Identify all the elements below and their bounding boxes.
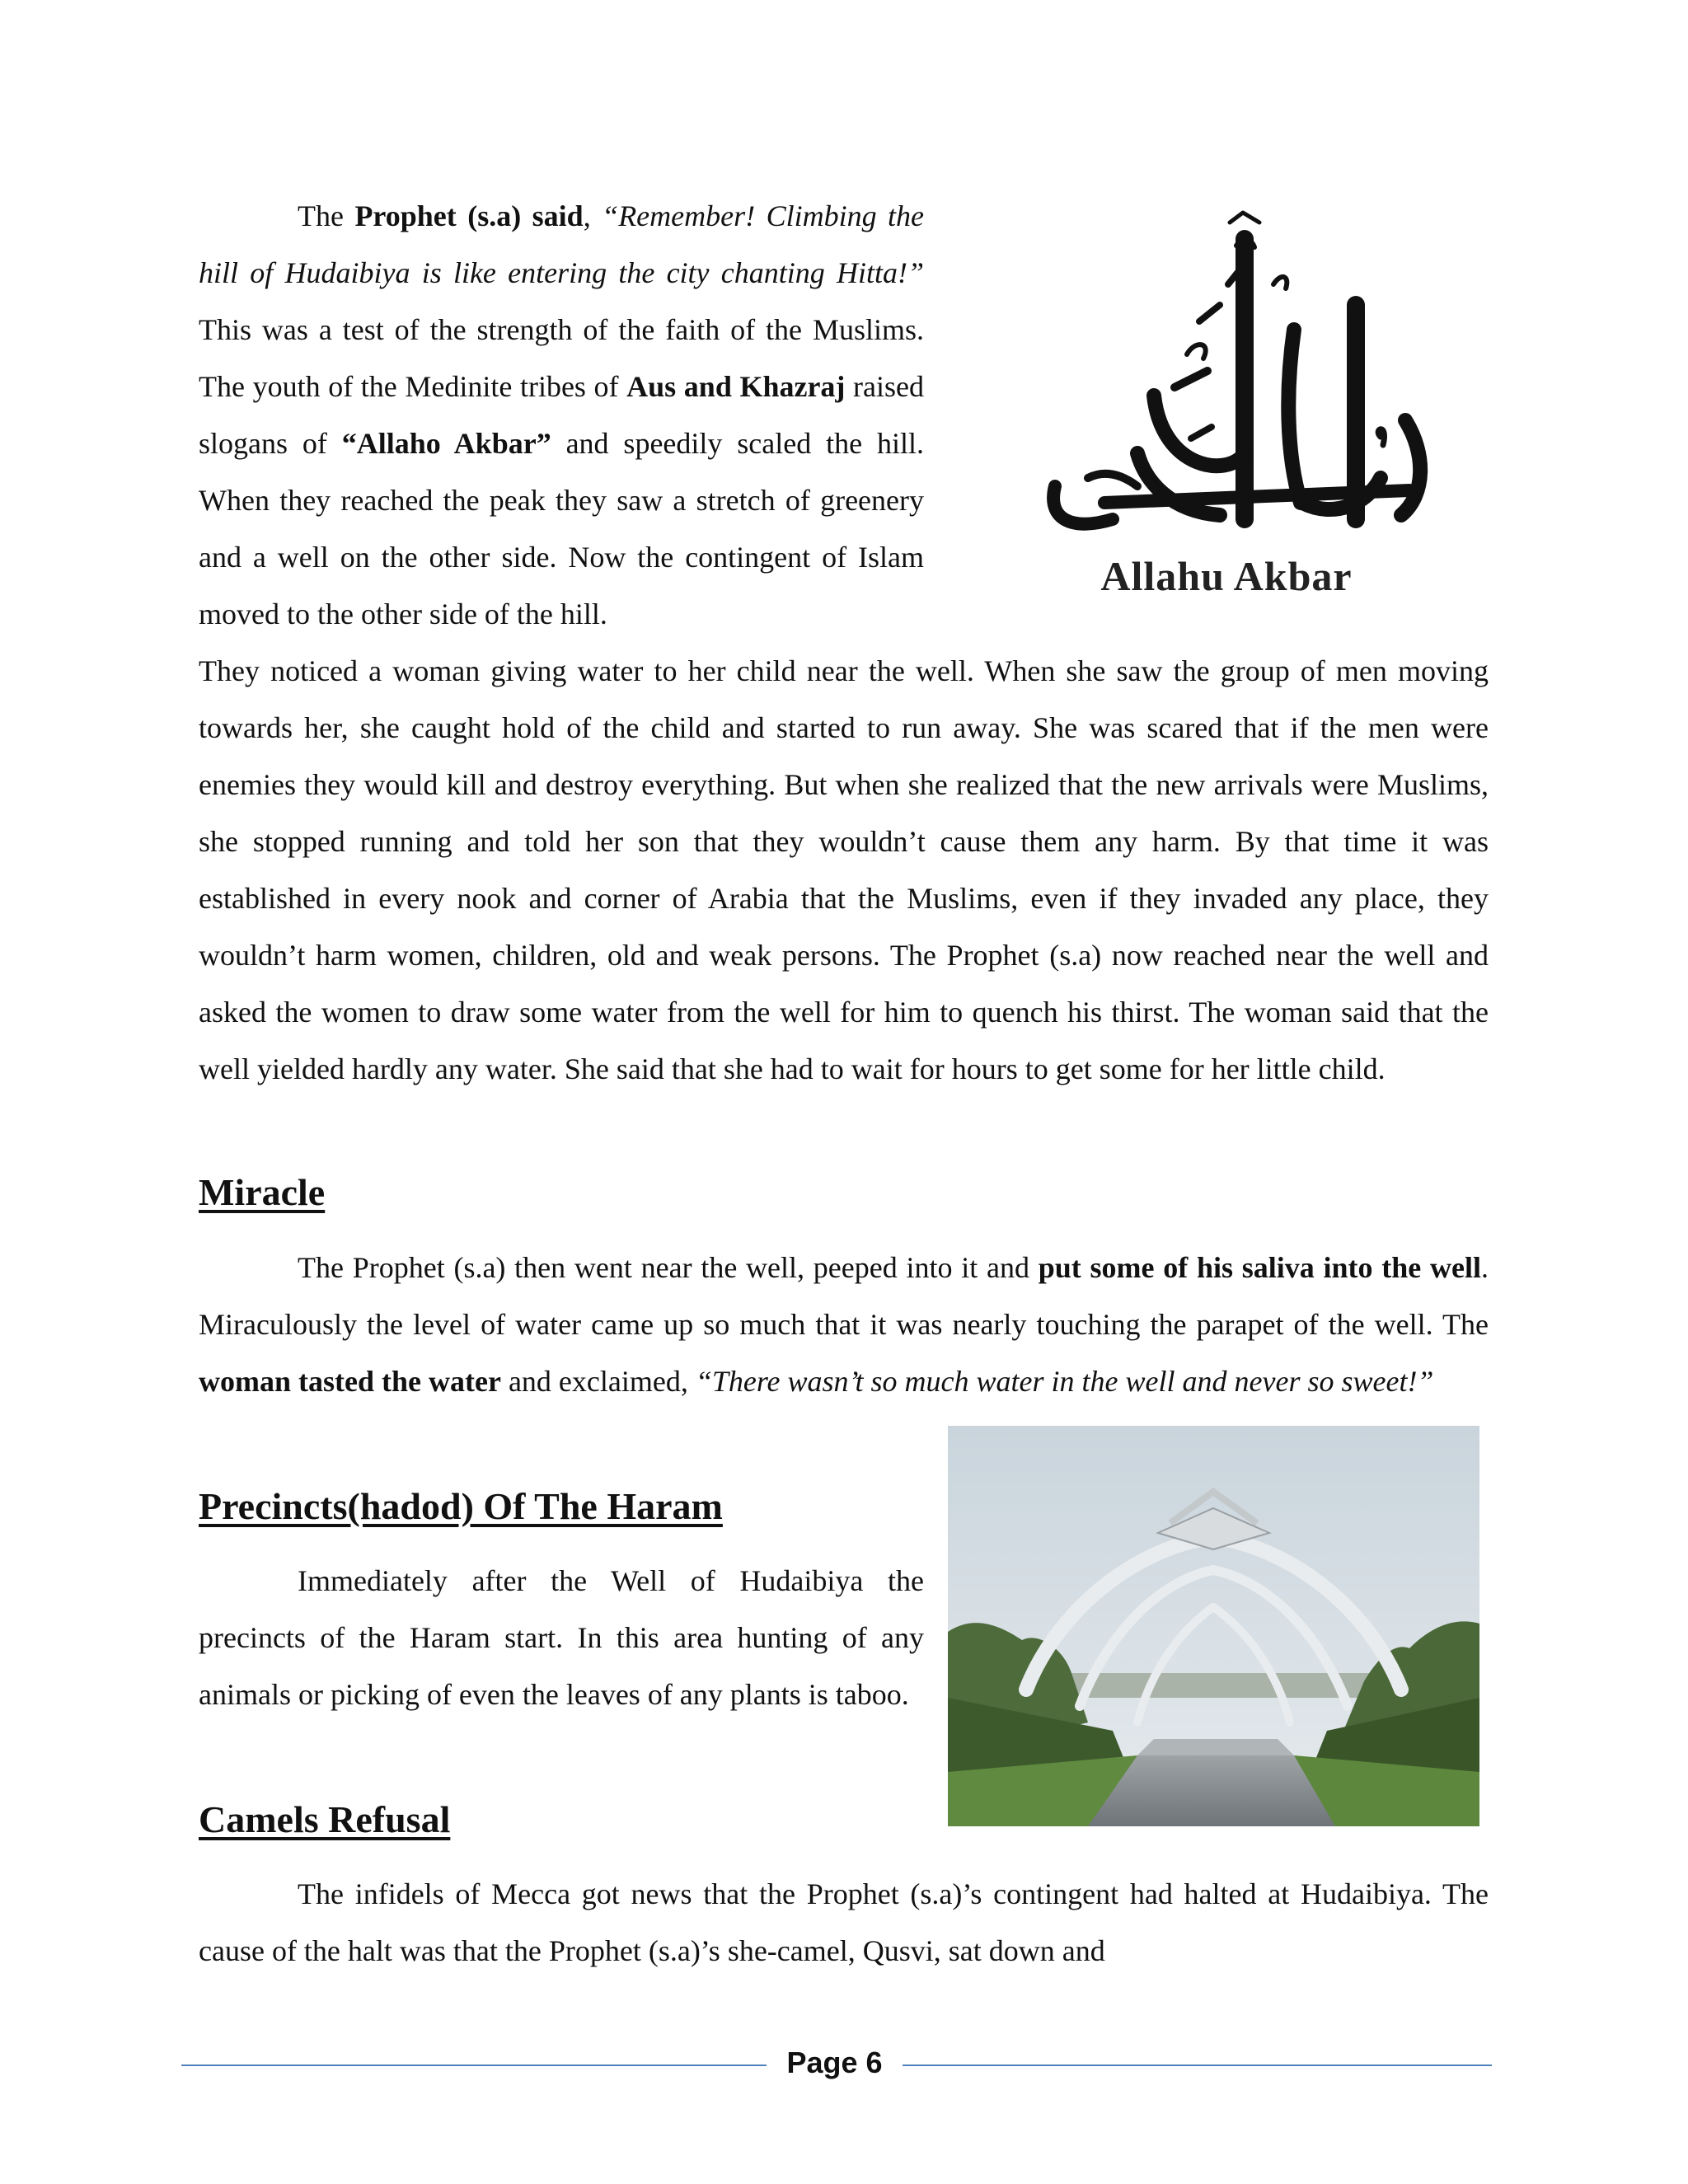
heading-miracle: Miracle	[199, 1171, 326, 1213]
monument-photo-image	[948, 1426, 1479, 1826]
paragraph-woman-at-well: They noticed a woman giving water to her child near the well. When she saw the group of men moving towards her, she caught hold of the child and started to run away. She was scared that if the men were enemies they would kill and destroy everything. But when she realized that the new arrivals were Muslims, she stopped running and told her son that they wouldn’t cause them any harm. By that time it was established in every nook and corner of Arabia that the Muslims, even if they invaded any place, they wouldn’t harm women, children, old and weak persons. The Prophet (s.a) now reached near the well and asked the women to draw some water from the well for him to quench his thirst. The woman said that the well yielded hardly any water. She said that she had to wait for hours to get some for her little child.	[199, 654, 1489, 1085]
bold-run: Aus and Khazraj	[626, 370, 846, 403]
text-run: . Miraculously the level of water came up so much that it was nearly touching the parapet of the well. The	[199, 1251, 1489, 1341]
text-run: and speedily scaled the hill. When they reached the peak they saw a stretch of greenery and a well on the other side. Now the contingent of Islam moved to the other side of the hill.	[199, 427, 924, 630]
text-run: The Prophet (s.a) then went near the well, peeped into it and	[298, 1251, 1039, 1284]
quote-run: “There wasn’t so much water in the well and never so sweet!”	[695, 1365, 1434, 1398]
bold-run: put some of his saliva into the well	[1038, 1251, 1481, 1284]
footer-rule-left	[181, 2064, 767, 2066]
heading-precincts: Precincts(hadod) Of The Haram	[199, 1485, 723, 1527]
text-run: Immediately after the Well of Hudaibiya the precincts of the Haram start. In this area hunting of any animals or picking of even the leaves of any plants is taboo.	[199, 1564, 924, 1711]
paragraph-miracle	[199, 1240, 1489, 1410]
paragraph-precincts	[199, 1553, 924, 1723]
heading-camels-refusal: Camels Refusal	[199, 1798, 451, 1840]
text-run: and exclaimed,	[500, 1365, 696, 1398]
text-run: raised slogans of	[199, 370, 924, 460]
calligraphy-caption: Allahu Akbar	[1100, 553, 1353, 599]
text-run: ,	[583, 199, 603, 232]
text-run: This was a test of the strength of the faith of the Muslims. The youth of the Medinite tribes of	[199, 313, 924, 403]
paragraph-intro	[199, 188, 924, 643]
footer-rule-right	[903, 2064, 1492, 2066]
paragraph-camels-refusal	[199, 1866, 1489, 1980]
text-run: The infidels of Mecca got news that the Prophet (s.a)’s contingent had halted at Hudaibiya. The cause of the halt was that the Prophet (s.a)’s she-camel, Qusvi, sat down and	[199, 1877, 1489, 1967]
bold-run: “Allaho Akbar”	[341, 427, 551, 460]
bold-run: woman tasted the water	[199, 1365, 501, 1398]
quote-run: “Remember! Climbing the hill of Hudaibiya is like entering the city chanting Hitta!”	[199, 199, 925, 289]
bold-run: Prophet (s.a) said	[354, 199, 584, 232]
text-run: The	[298, 199, 355, 232]
page-number: Page 6	[786, 2046, 883, 2079]
